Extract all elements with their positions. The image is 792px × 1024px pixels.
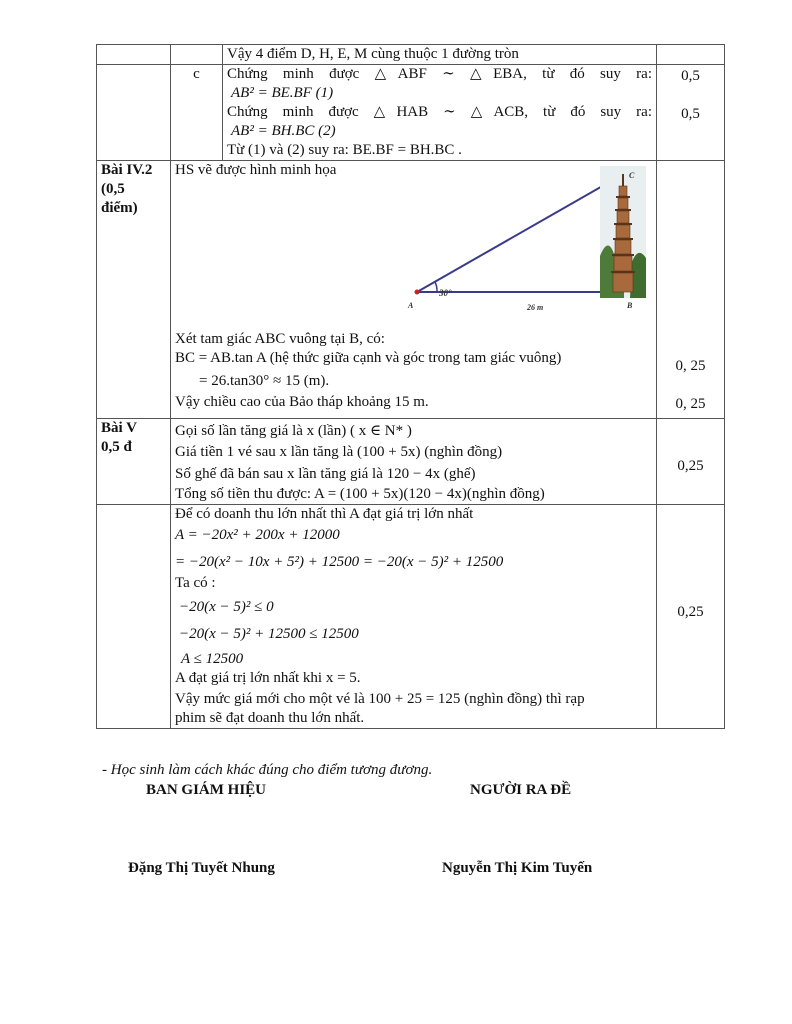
- setup-line-4: Tổng số tiền thu được: A = (100 + 5x)(120 − 4x)(nghìn đồng): [175, 486, 545, 502]
- empty-cell: [97, 65, 171, 161]
- solution-line-7: A ≤ 12500: [181, 651, 244, 667]
- setup-line-3: Số ghế đã bán sau x lần tăng giá là 120 − 4x (ghế): [175, 466, 476, 482]
- empty-cell: [171, 45, 223, 65]
- empty-cell: [97, 505, 171, 729]
- proof-line-3: Chứng minh được △HAB ∼ △ACB, từ đó suy ra:: [227, 104, 652, 120]
- section-label-2: 0,5 đ: [101, 439, 132, 455]
- right-signer-name: Nguyễn Thị Kim Tuyến: [442, 860, 593, 876]
- side-ac: [417, 172, 627, 292]
- label-a: A: [408, 301, 414, 310]
- part-label: c: [171, 65, 223, 161]
- right-signature-title: NGƯỜI RA ĐỀ: [470, 782, 572, 798]
- score: 0,25: [677, 458, 704, 474]
- row-bai-v-part-2: [97, 505, 725, 729]
- score-cell: [657, 161, 725, 419]
- angle-label: 30°: [439, 288, 452, 298]
- score-cell: [657, 505, 725, 729]
- solution-line-1: Xét tam giác ABC vuông tại B, có:: [175, 331, 385, 347]
- empty-cell: [657, 45, 725, 65]
- conclusion-text: Vậy 4 điểm D, H, E, M cùng thuộc 1 đường tròn: [223, 45, 657, 65]
- solution-line-4: Ta có :: [175, 575, 216, 591]
- solution-line-8: A đạt giá trị lớn nhất khi x = 5.: [175, 670, 361, 686]
- section-label-1: Bài IV.2: [101, 162, 153, 178]
- section-label: [97, 161, 171, 419]
- section-label-2: (0,5: [101, 181, 125, 197]
- proof-line-5: Từ (1) và (2) suy ra: BE.BF = BH.BC .: [227, 142, 462, 158]
- part-c-content: [223, 65, 657, 161]
- score: 0,25: [677, 604, 704, 620]
- section-label-3: điểm): [101, 200, 138, 216]
- score-cell: [657, 65, 725, 161]
- solution-line-6: −20(x − 5)² + 12500 ≤ 12500: [179, 626, 359, 642]
- point-a: [415, 290, 420, 295]
- left-signer-name: Đặng Thị Tuyết Nhung: [128, 860, 275, 876]
- score-1: 0, 25: [675, 358, 706, 374]
- row-part-c: [97, 65, 725, 161]
- section-label: [97, 419, 171, 505]
- solution-line-9: Vậy mức giá mới cho một vé là 100 + 25 = 125 (nghìn đồng) thì rạp: [175, 691, 585, 707]
- left-signature-title: BAN GIÁM HIỆU: [146, 782, 267, 798]
- bai-iv2-content: [171, 161, 657, 419]
- bai-v-solution: [171, 505, 657, 729]
- score-cell: [657, 419, 725, 505]
- solution-line-3: = 26.tan30° ≈ 15 (m).: [199, 373, 330, 389]
- solution-line-3: = −20(x² − 10x + 5²) + 12500 = −20(x − 5)² + 12500: [175, 554, 504, 570]
- score-1: 0,5: [681, 68, 700, 84]
- triangle-diagram: [175, 162, 645, 312]
- solution-line-1: Để có doanh thu lớn nhất thì A đạt giá trị lớn nhất: [175, 506, 474, 522]
- label-c: C: [629, 171, 635, 180]
- solution-line-5: −20(x − 5)² ≤ 0: [179, 599, 274, 615]
- section-label-1: Bài V: [101, 420, 137, 436]
- score-2: 0,5: [681, 106, 700, 122]
- row-previous-conclusion: [97, 45, 725, 65]
- setup-line-1: Gọi số lần tăng giá là x (lần) ( x ∈ N* ): [175, 423, 412, 439]
- proof-line-4: AB² = BH.BC (2): [231, 123, 336, 139]
- proof-line-1: Chứng minh được △ABF ∼ △EBA, từ đó suy ra:: [227, 66, 652, 82]
- setup-line-2: Giá tiền 1 vé sau x lần tăng là (100 + 5x) (nghìn đồng): [175, 444, 503, 460]
- figure-intro: HS vẽ được hình minh họa: [175, 162, 337, 178]
- proof-line-2: AB² = BE.BF (1): [231, 85, 334, 101]
- pagoda-image: [600, 166, 646, 298]
- answer-key-table: [96, 44, 725, 729]
- solution-line-2: A = −20x² + 200x + 12000: [175, 527, 340, 543]
- angle-arc: [435, 282, 437, 292]
- solution-line-10: phim sẽ đạt doanh thu lớn nhất.: [175, 710, 365, 726]
- row-bai-v-part-1: [97, 419, 725, 505]
- solution-line-2: BC = AB.tan A (hệ thức giữa cạnh và góc trong tam giác vuông): [175, 350, 562, 366]
- triangle-figure: [175, 171, 652, 330]
- score-2: 0, 25: [675, 396, 706, 412]
- bai-v-setup: [171, 419, 657, 505]
- label-b: B: [627, 301, 633, 310]
- solution-line-4: Vậy chiều cao của Bảo tháp khoảng 15 m.: [175, 394, 429, 410]
- base-length-label: 26 m: [527, 303, 544, 312]
- row-bai-iv2: [97, 161, 725, 419]
- grading-note: - Học sinh làm cách khác đúng cho điểm tương đương.: [102, 762, 433, 778]
- empty-cell: [97, 45, 171, 65]
